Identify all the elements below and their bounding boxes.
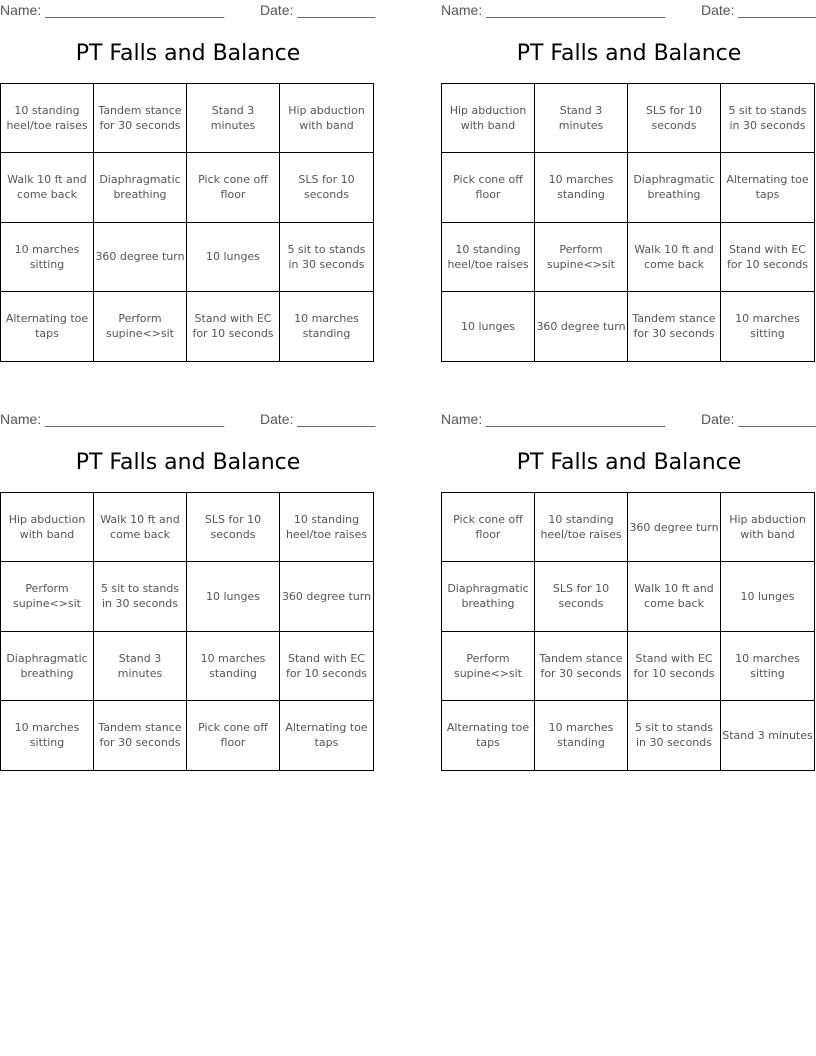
bingo-cell: 5 sit to stands in 30 seconds — [94, 562, 187, 631]
bingo-cell: 10 lunges — [442, 292, 535, 361]
bingo-cell: SLS for 10 seconds — [628, 84, 721, 153]
bingo-cell: SLS for 10 seconds — [280, 153, 373, 222]
bingo-cell: Hip abduction with band — [280, 84, 373, 153]
bingo-cell: Stand 3 minutes — [187, 84, 280, 153]
name-field-label: Name: _______________________ — [0, 2, 225, 18]
bingo-cell: 360 degree turn — [280, 562, 373, 631]
bingo-cell: Walk 10 ft and come back — [628, 223, 721, 292]
bingo-cell: 10 marches standing — [294, 312, 359, 341]
bingo-cell: Walk 10 ft and come back — [94, 493, 187, 562]
bingo-cell: 10 marches standing — [187, 632, 280, 701]
bingo-cell: Stand with EC for 10 seconds — [721, 223, 814, 292]
bingo-cell: Hip abduction with band — [442, 84, 535, 153]
bingo-cell: 10 marches sitting — [1, 223, 94, 292]
bingo-cell: Alternating toe taps — [1, 292, 94, 361]
bingo-cell: 360 degree turn — [628, 493, 721, 562]
bingo-cell: Tandem stance for 30 seconds — [628, 292, 721, 361]
bingo-cell: 10 lunges — [187, 562, 280, 631]
bingo-cell: Diaphragmatic breathing — [1, 632, 94, 701]
bingo-cell: 10 standing heel/toe raises — [442, 223, 535, 292]
bingo-cell: Stand 3 minutes — [535, 84, 628, 153]
bingo-cell: Pick cone off floor — [187, 701, 280, 770]
bingo-cell: Walk 10 ft and come back — [628, 562, 721, 631]
name-date-line — [0, 2, 376, 22]
bingo-cell: Diaphragmatic breathing — [442, 562, 535, 631]
bingo-cell: Diaphragmatic breathing — [628, 153, 721, 222]
card-title: PT Falls and Balance — [516, 450, 742, 475]
bingo-cell: 360 degree turn — [94, 223, 187, 292]
bingo-cell: Stand with EC for 10 seconds — [628, 632, 721, 701]
bingo-cell: Perform supine<>sit — [442, 632, 535, 701]
bingo-grid — [0, 83, 374, 362]
bingo-cell: 10 standing heel/toe raises — [280, 493, 373, 562]
bingo-grid — [441, 83, 815, 362]
bingo-cell: 5 sit to stands in 30 seconds — [280, 223, 373, 292]
bingo-cell: Tandem stance for 30 seconds — [94, 84, 187, 153]
bingo-cell: Tandem stance for 30 seconds — [94, 701, 187, 770]
bingo-cell: Diaphragmatic breathing — [94, 153, 187, 222]
bingo-cell: Hip abduction with band — [1, 493, 94, 562]
bingo-cell: 5 sit to stands in 30 seconds — [721, 84, 814, 153]
bingo-cell: Perform supine<>sit — [1, 562, 94, 631]
bingo-cell: Alternating toe taps — [442, 701, 535, 770]
bingo-cell: 360 degree turn — [535, 292, 628, 361]
bingo-cell: 10 lunges — [187, 223, 280, 292]
name-date-line — [441, 2, 816, 22]
bingo-grid — [441, 492, 815, 771]
bingo-cell: SLS for 10 seconds — [187, 493, 280, 562]
bingo-cell: Stand with EC for 10 seconds — [280, 632, 373, 701]
name-field-label: Name: _______________________ — [441, 411, 666, 427]
bingo-grid — [0, 492, 374, 771]
bingo-cell: Stand 3 minutes — [94, 632, 187, 701]
bingo-cell: 10 lunges — [721, 562, 814, 631]
name-field-label: Name: _______________________ — [0, 411, 225, 427]
bingo-cell: 5 sit to stands in 30 seconds — [628, 701, 721, 770]
bingo-cell: Pick cone off floor — [442, 493, 535, 562]
card-title: PT Falls and Balance — [75, 41, 301, 66]
bingo-cell: 10 marches standing — [535, 701, 628, 770]
bingo-cell: Hip abduction with band — [721, 493, 814, 562]
card-title: PT Falls and Balance — [75, 450, 301, 475]
bingo-cell: 10 marches standing — [535, 153, 628, 222]
bingo-cell: Walk 10 ft and come back — [1, 153, 94, 222]
card-title: PT Falls and Balance — [516, 41, 742, 66]
bingo-cell: SLS for 10 seconds — [535, 562, 628, 631]
name-date-line — [441, 411, 816, 431]
bingo-cell: Stand 3 minutes — [722, 728, 813, 742]
bingo-cell: Pick cone off floor — [442, 153, 535, 222]
bingo-cell: 10 standing heel/toe raises — [535, 493, 628, 562]
date-field-label: Date: __________ — [701, 411, 816, 427]
bingo-cell: 10 standing heel/toe raises — [1, 84, 94, 153]
name-field-label: Name: _______________________ — [441, 2, 666, 18]
date-field-label: Date: __________ — [260, 2, 376, 18]
bingo-cell: Tandem stance for 30 seconds — [535, 632, 628, 701]
bingo-cell: Alternating toe taps — [721, 153, 814, 222]
name-date-line — [0, 411, 376, 431]
date-field-label: Date: __________ — [701, 2, 816, 18]
bingo-cell: Perform supine<>sit — [94, 292, 187, 361]
bingo-cell: Perform supine<>sit — [535, 223, 628, 292]
bingo-cell: Pick cone off floor — [187, 153, 280, 222]
date-field-label: Date: __________ — [260, 411, 376, 427]
bingo-cell: 10 marches sitting — [721, 632, 814, 701]
bingo-cell: 10 marches sitting — [735, 312, 800, 341]
bingo-cell: 10 marches sitting — [1, 701, 94, 770]
bingo-cell: Alternating toe taps — [285, 721, 368, 750]
bingo-cell: Stand with EC for 10 seconds — [187, 292, 280, 361]
